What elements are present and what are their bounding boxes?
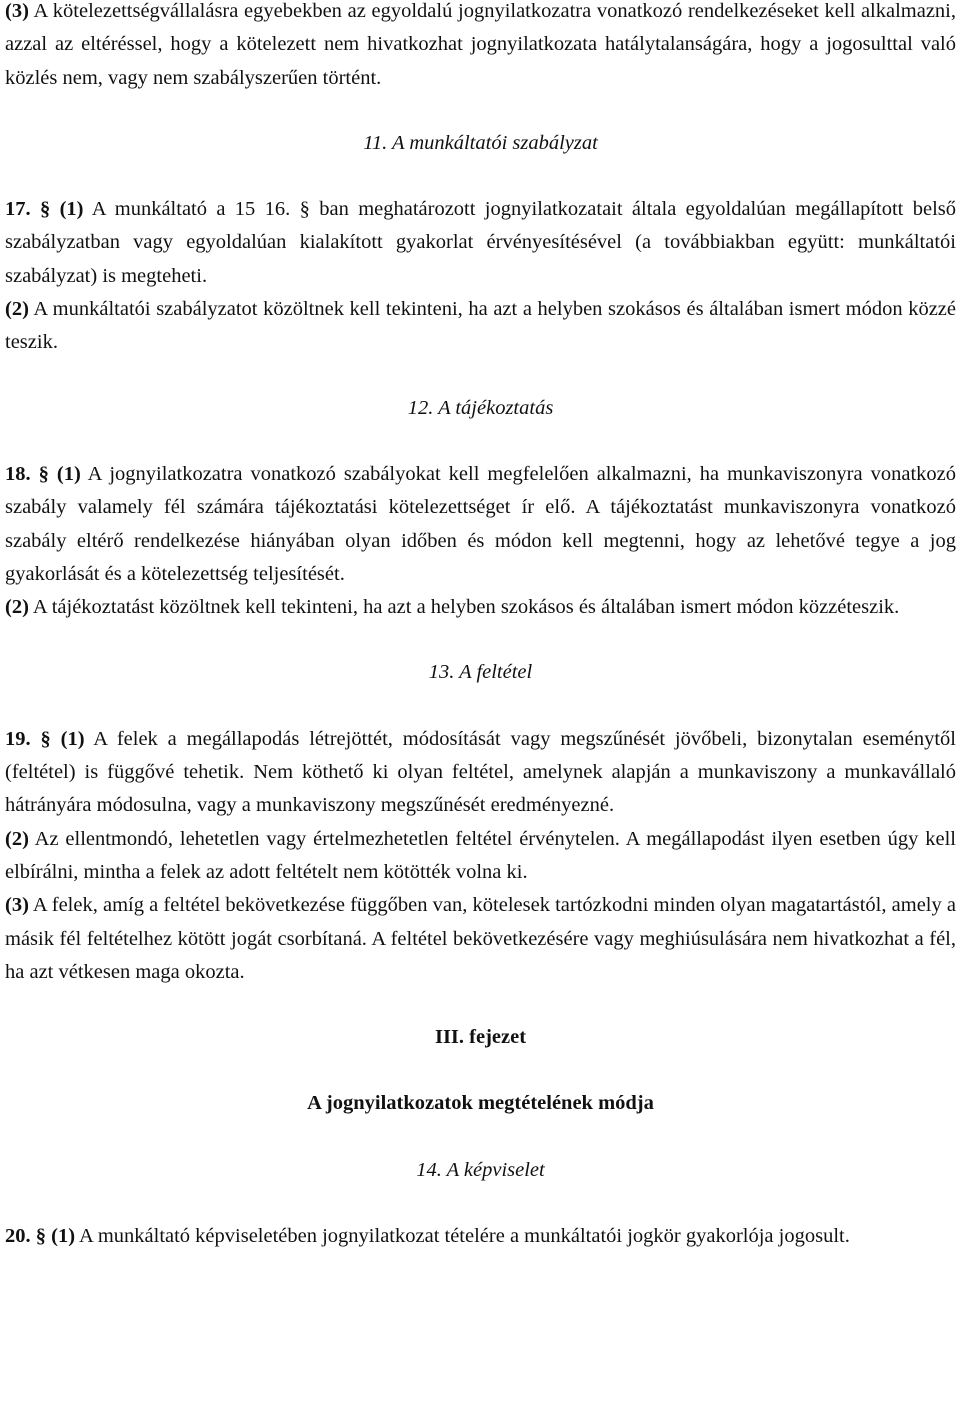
section-text: A munkáltató a 15 16. § ban meghatározott jognyilatkozatait általa egyoldalúan megállapított belső szabályzatban vagy egyoldalúan kialakított gyakorlat érvényesítésével (a továbbiakban együtt: munkáltatói szabályzat) is megteheti. <box>5 198 957 287</box>
section-number: (2) <box>5 596 29 619</box>
section-18-1 <box>5 458 956 591</box>
document-page <box>5 0 956 1253</box>
section-17-1 <box>5 193 956 293</box>
section-17-2 <box>5 293 956 360</box>
section-number: (3) <box>5 894 29 917</box>
section-text: A jognyilatkozatra vonatkozó szabályokat kell megfelelően alkalmazni, ha munkaviszonyra vonatkozó szabály valamely fél számára tájékoztatási kötelezettséget ír elő. A tájékoztatást munkaviszonyra vonatkozó szabály eltérő rendelkezése hiányában olyan időben és módon kell megtenni, hogy az lehetővé tegye a jog gyakorlását és a kötelezettség teljesítését. <box>5 462 956 585</box>
section-18-2 <box>5 591 956 624</box>
section-text: A felek, amíg a feltétel bekövetkezése függőben van, kötelesek tartózkodni minden olyan magatartástól, amely a másik fél feltételhez kötött jogát csorbítaná. A feltétel bekövetkezésére vagy meghiúsulására nem hivatkozhat a fél, ha azt vétkesen maga okozta. <box>5 894 956 983</box>
section-text: Az ellentmondó, lehetetlen vagy értelmezhetetlen feltétel érvénytelen. A megállapodást ilyen esetben úgy kell elbírálni, mintha a felek az adott feltételt nem kötötték volna ki. <box>5 827 956 883</box>
section-19-3 <box>5 889 956 989</box>
section-number: 20. § (1) <box>5 1225 76 1248</box>
chapter-title: A jognyilatkozatok megtételének módja <box>307 1092 654 1115</box>
subheading-12: 12. A tájékoztatás <box>407 396 554 419</box>
subheading-13: 13. A feltétel <box>428 661 533 684</box>
section-number: 19. § (1) <box>5 727 85 750</box>
chapter-heading: III. fejezet <box>434 1026 527 1049</box>
section-19-1 <box>5 723 956 823</box>
subheading-14: 14. A képviselet <box>416 1158 545 1181</box>
paragraph-number: (3) <box>5 0 29 22</box>
section-number: 18. § (1) <box>5 462 81 485</box>
section-text: A tájékoztatást közöltnek kell tekinteni, ha azt a helyben szokásos és általában ismert módon közzéteszik. <box>28 596 900 619</box>
section-number: (2) <box>5 827 29 850</box>
section-number: (2) <box>5 298 29 321</box>
paragraph-text: A kötelezettségvállalásra egyebekben az egyoldalú jognyilatkozatra vonatkozó rendelkezéseket kell alkalmazni, azzal az eltéréssel, hogy a kötelezett nem hivatkozhat jognyilatkozata hatálytalanságára, hogy a jogosulttal való közlés nem, vagy nem szabályszerűen történt. <box>5 0 956 89</box>
section-19-2 <box>5 823 956 890</box>
paragraph-3 <box>5 0 956 95</box>
section-text: A felek a megállapodás létrejöttét, módosítását vagy megszűnését jövőbeli, bizonytalan eseménytől (feltétel) is függővé tehetik. Nem köthető ki olyan feltétel, amelynek alapján a munkaviszony a munkavállaló hátrányára módosulna, vagy a munkaviszony megszűnését eredményezné. <box>5 727 956 817</box>
subheading-11: 11. A munkáltatói szabályzat <box>363 131 598 154</box>
section-20-1 <box>5 1220 956 1253</box>
section-number: 17. § (1) <box>5 198 84 221</box>
section-text: A munkáltató képviseletében jognyilatkozat tételére a munkáltatói jogkör gyakorlója jogosult. <box>75 1225 850 1248</box>
section-text: A munkáltatói szabályzatot közöltnek kell tekinteni, ha azt a helyben szokásos és általában ismert módon közzé teszik. <box>5 298 956 354</box>
